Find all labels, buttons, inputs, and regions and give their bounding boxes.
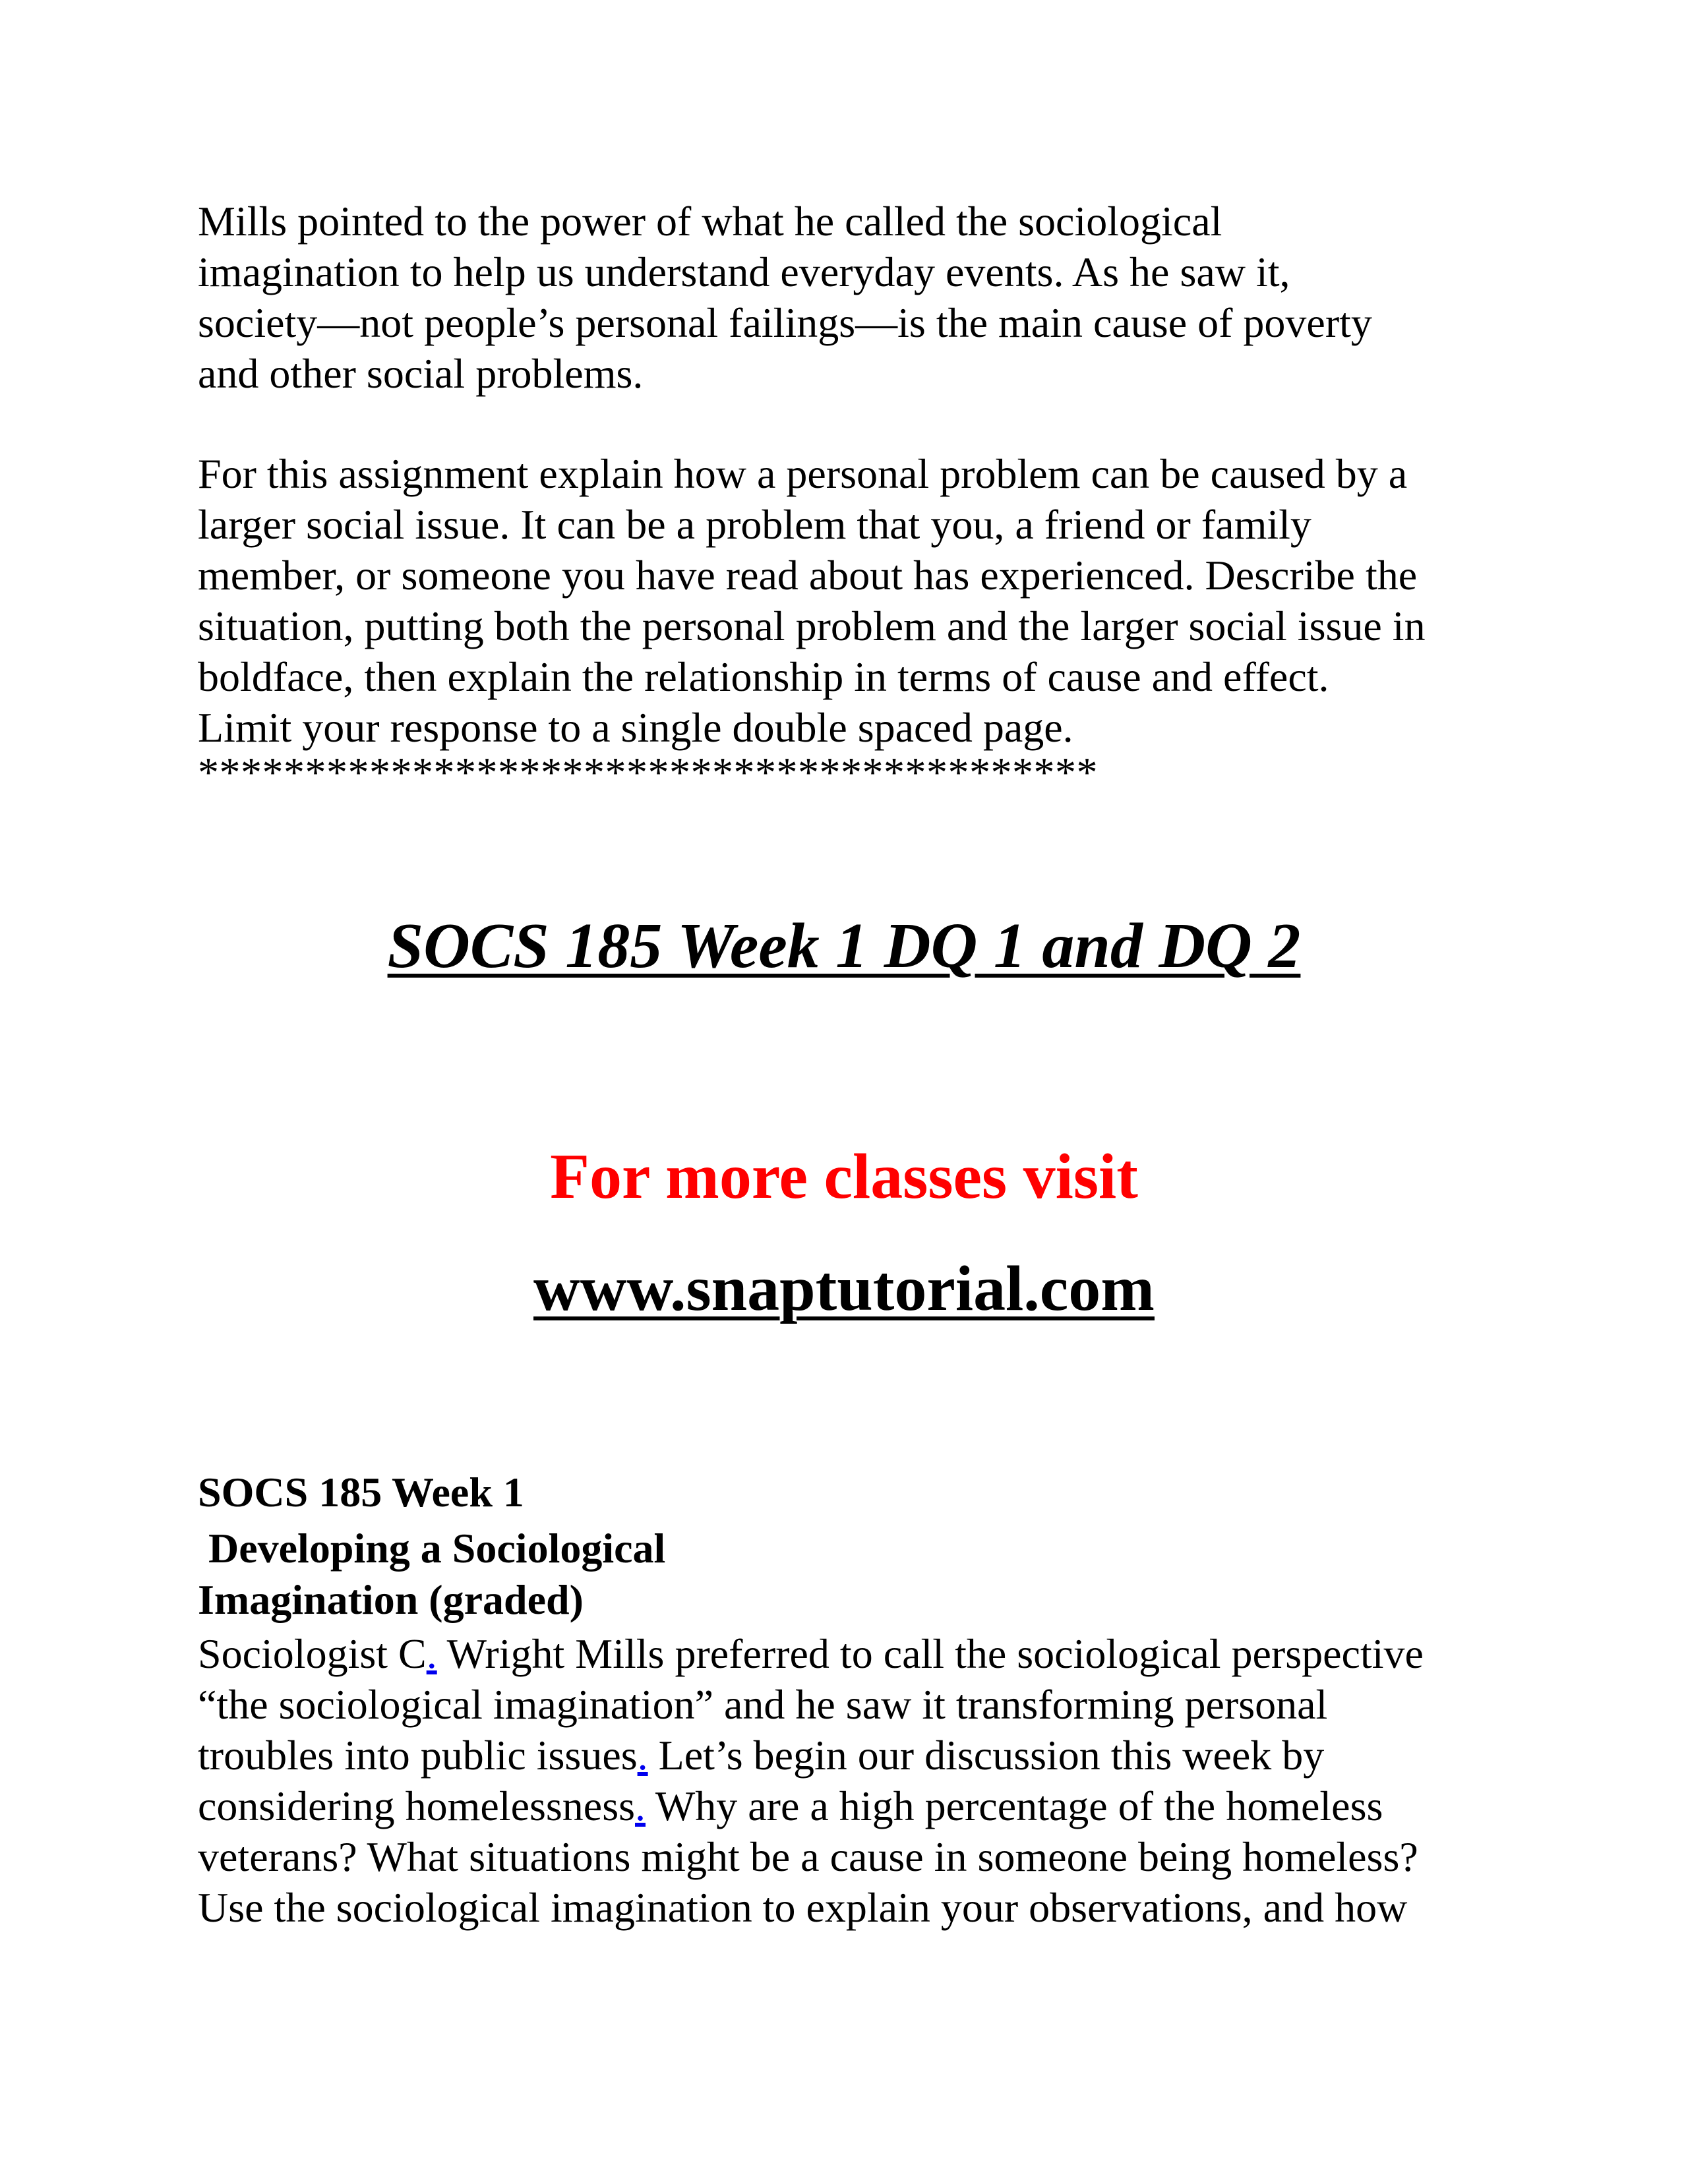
question-link-dot1[interactable]: . — [426, 1630, 437, 1677]
question-link-dot3[interactable]: . — [635, 1783, 646, 1829]
section-title-line3: Imagination (graded) — [198, 1576, 584, 1623]
section-title-line1: SOCS 185 Week 1 — [198, 1469, 524, 1516]
question-text-part3: Let’s begin our discussion this week by considering homelessness — [198, 1732, 1325, 1829]
question-text-part4: Why are a high percentage of the homeless veterans? What situations might be a cause in someone being homeless? Use the sociological imagination to explain your observations, and how — [198, 1783, 1418, 1931]
website-link[interactable]: www.snaptutorial.com — [533, 1253, 1155, 1324]
intro-paragraph: Mills pointed to the power of what he called the sociological imagination to help us understand everyday events. As he saw it, society—not people’s personal failings—is the main cause of poverty and other social problems. — [198, 198, 1372, 397]
question-link-dot2[interactable]: . — [637, 1732, 648, 1779]
discussion-question — [198, 1628, 1517, 1933]
course-heading: SOCS 185 Week 1 DQ 1 and DQ 2 — [387, 910, 1301, 982]
section-title-line2: Developing a Sociological — [198, 1525, 666, 1572]
separator-asterisks: ****************************************** — [198, 749, 1098, 796]
assignment-paragraph: For this assignment explain how a personal problem can be caused by a larger social issue. It can be a problem that you, a friend or family member, or someone you have read about has experienced. Describe the situation, putting both the personal problem and the larger social issue in boldface, then explain the relationship in terms of cause and effect. Limit your response to a single double spaced page. — [198, 450, 1426, 751]
promo-text: For more classes visit — [550, 1141, 1138, 1212]
question-text-part2: Wright Mills preferred to call the sociological perspective “the sociological imagination” and he saw it transforming personal troubles into public issues — [198, 1630, 1424, 1779]
question-text-part1: Sociologist C — [198, 1630, 427, 1677]
